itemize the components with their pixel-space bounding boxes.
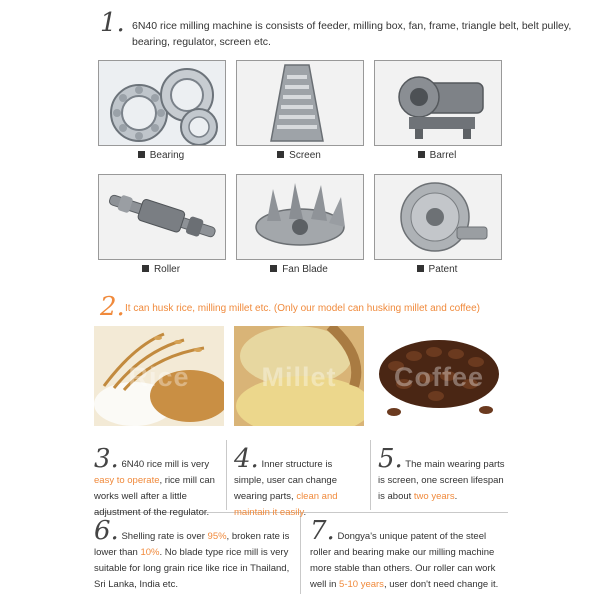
feature-7: 7. Dongya's unique patent of the steel roller and bearing make our milling machine more stable than others. Our roller can work well in 5-10 years, user don't need change it. — [310, 516, 499, 590]
roller-image — [98, 174, 226, 260]
millet-label: Millet — [261, 362, 337, 392]
fan-blade-image — [236, 174, 364, 260]
section-2-text: It can husk rice, milling millet etc. (Only our model can husking millet and coffee) — [125, 303, 480, 314]
section-1-text: 6N40 rice milling machine is consists of feeder, milling box, fan, frame, triangle belt, belt pulley, bearing, regulator, screen etc. — [132, 20, 572, 48]
patent-image — [374, 174, 502, 260]
barrel-image — [374, 60, 502, 146]
caption-barrel: Barrel — [374, 150, 500, 161]
caption-roller: Roller — [98, 264, 224, 275]
feature-6: 6. Shelling rate is over 95%, broken rate is lower than 10%. No blade type rice mill is very suitable for long grain rice like rice in Thailand, Sri Lanka, India etc. — [94, 516, 290, 590]
coffee-image — [374, 326, 504, 426]
feature-3: 3. 6N40 rice mill is very easy to operate, rice mill can works well after a little adjustment of the regulator. — [94, 444, 215, 518]
feature-4: 4. Inner structure is simple, user can change wearing parts, clean and maintain it easily. — [234, 444, 338, 518]
divider-v3 — [300, 512, 301, 594]
millet-image — [234, 326, 364, 426]
feature-5: 5. The main wearing parts is screen, one screen lifespan is about two years. — [378, 444, 505, 502]
caption-screen: Screen — [236, 150, 362, 161]
rice-label: Rice — [128, 362, 190, 392]
rice-image — [94, 326, 224, 426]
caption-bearing: Bearing — [98, 150, 224, 161]
caption-patent: Patent — [374, 264, 500, 275]
section-2-number: 2. — [100, 292, 125, 322]
divider-v2 — [370, 440, 371, 510]
caption-fan-blade: Fan Blade — [236, 264, 362, 275]
bearing-image — [98, 60, 226, 146]
divider-v1 — [226, 440, 227, 510]
section-1-number: 1. — [100, 8, 125, 38]
screen-image — [236, 60, 364, 146]
coffee-label: Coffee — [393, 362, 484, 392]
